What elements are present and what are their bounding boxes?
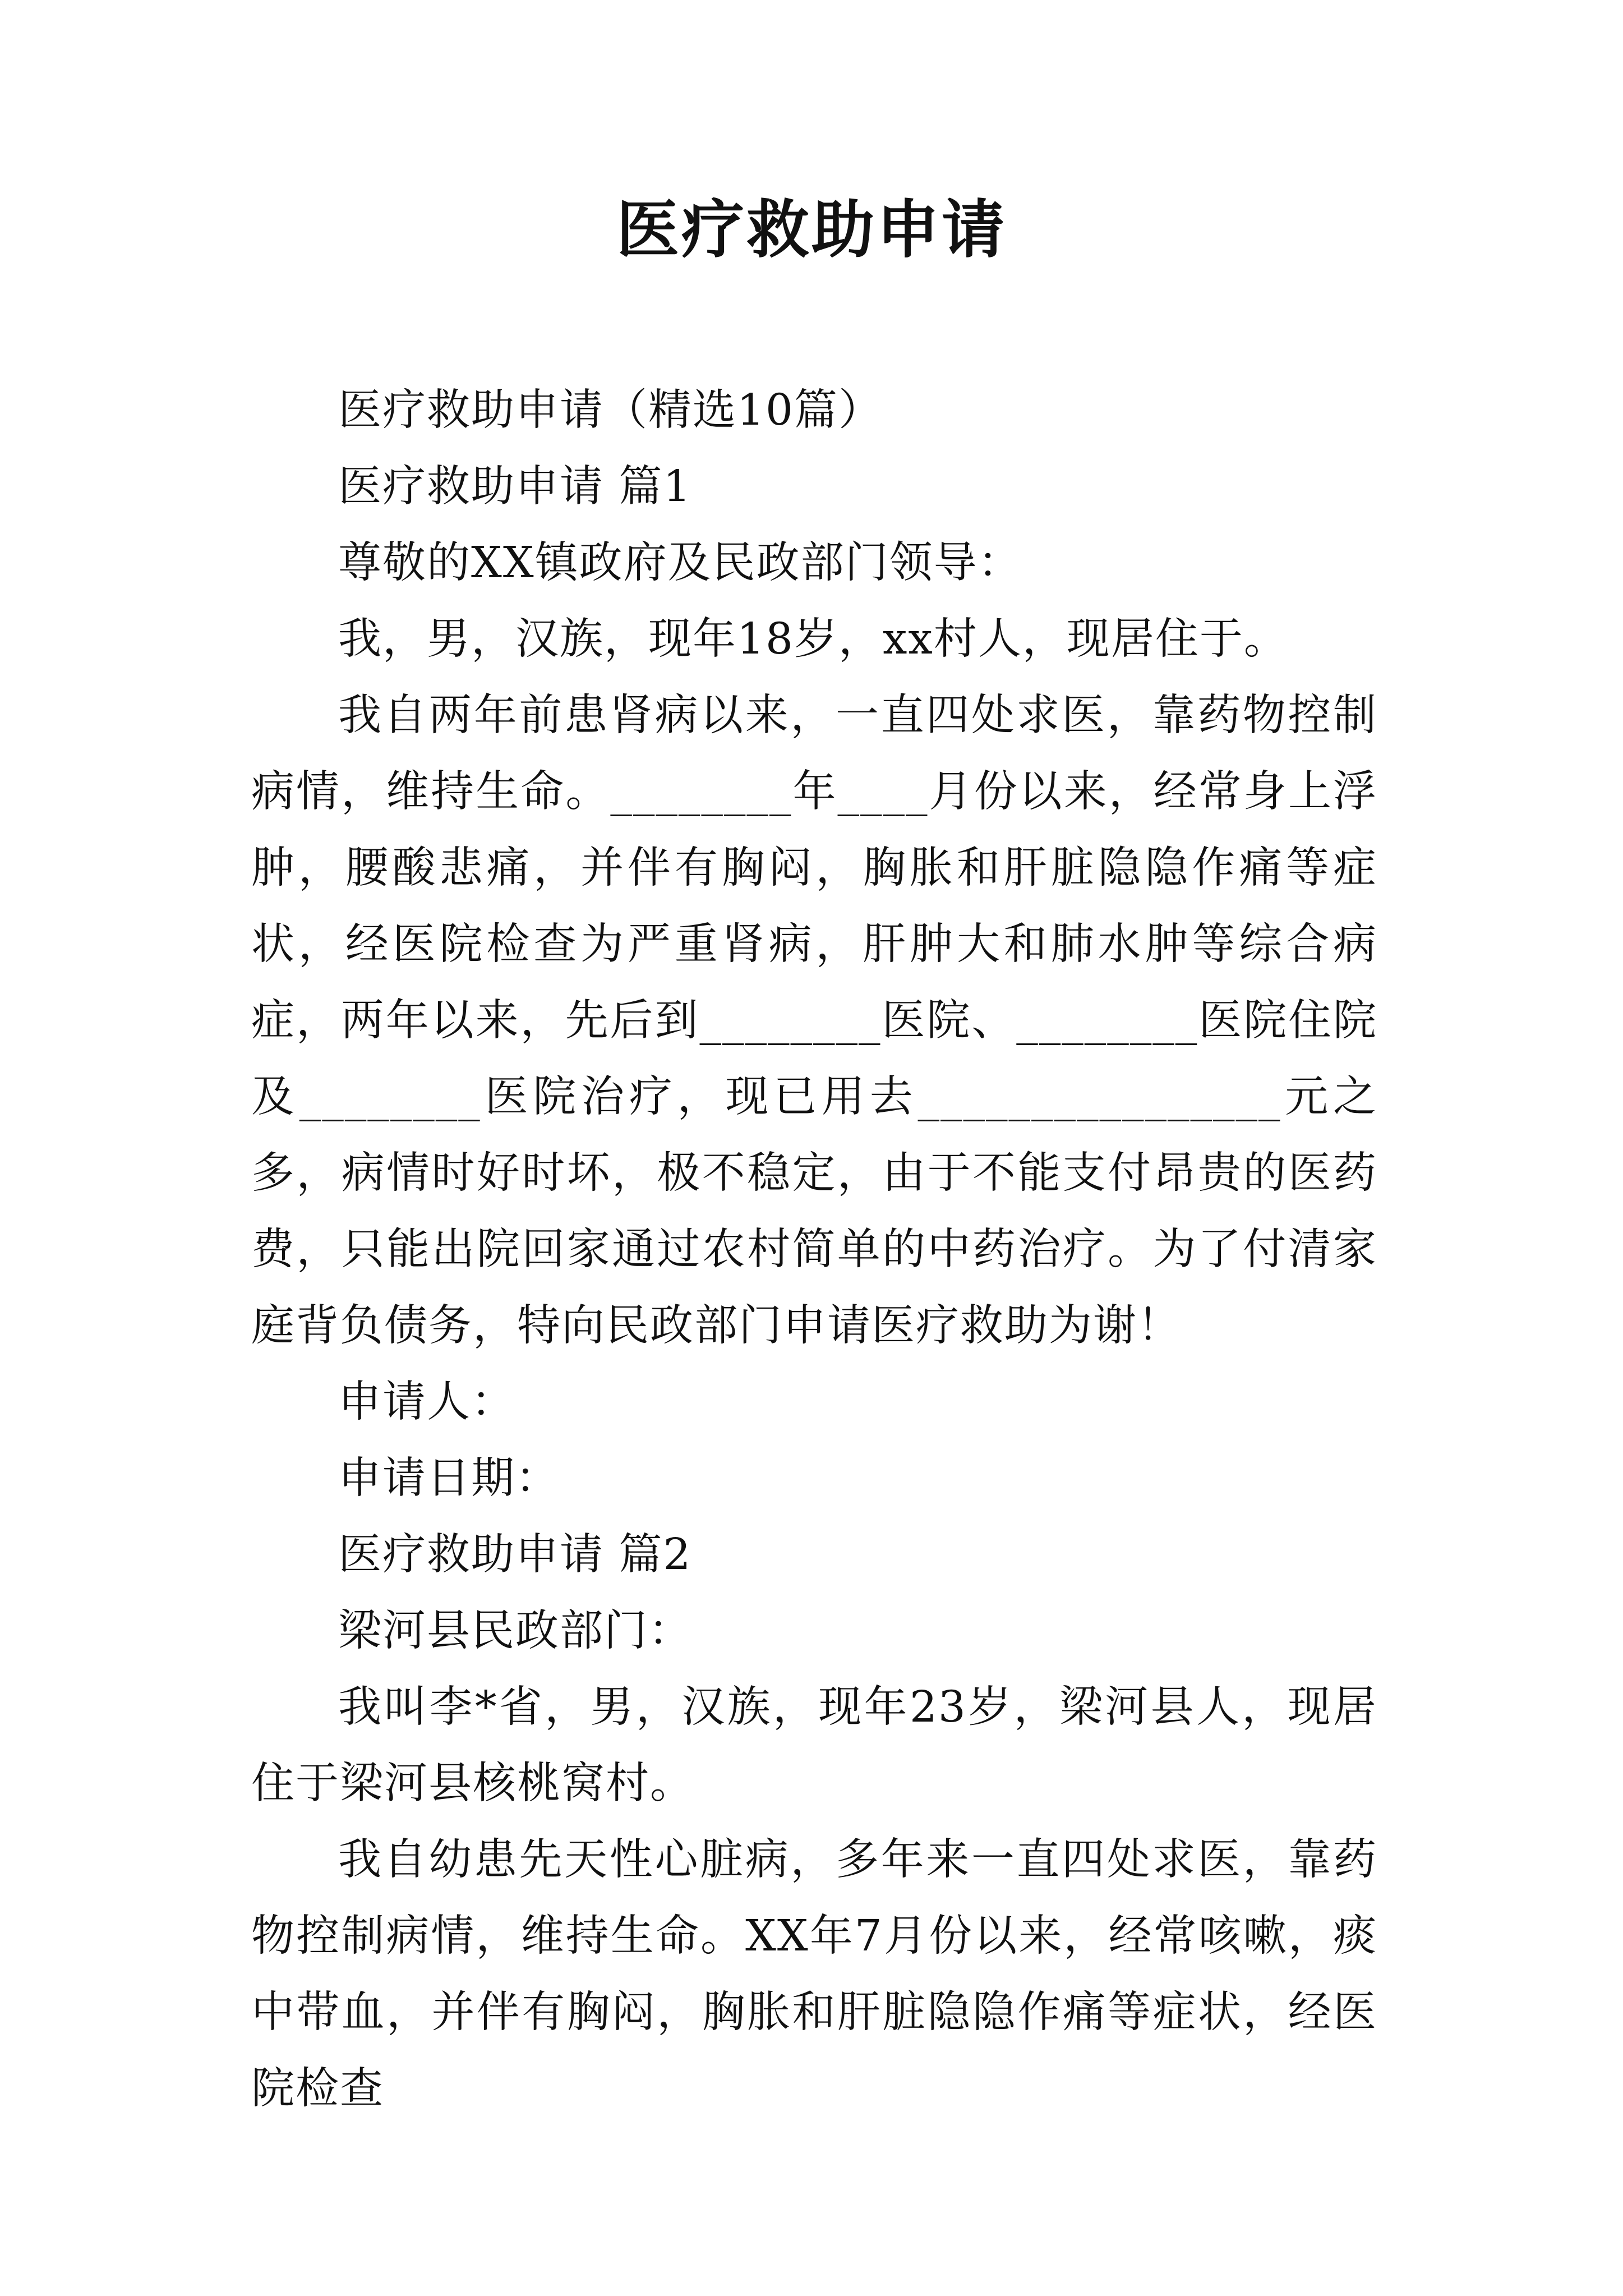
paragraph-salutation-2: 梁河县民政部门： bbox=[338, 1606, 693, 1656]
paragraph-date-line: 申请日期： bbox=[338, 1453, 560, 1503]
paragraph-salutation-1: 尊敬的XX镇政府及民政部门领导： bbox=[338, 538, 1022, 588]
paragraph-illness-description-2: 我自幼患先天性心脏病，多年来一直四处求医，靠药物控制病情，维持生命。XX年7月份以来，经常咳嗽，痰中带血，并伴有胸闷，胸胀和肝脏隐隐作痛等症状，经医院检查 bbox=[251, 1835, 1377, 2114]
document-body bbox=[251, 372, 1377, 2127]
paragraph-section-heading-1: 医疗救助申请 篇1 bbox=[338, 462, 692, 512]
paragraph-collection-title: 医疗救助申请（精选10篇） bbox=[338, 385, 883, 435]
paragraph-illness-description-1: 我自两年前患肾病以来，一直四处求医，靠药物控制病情，维持生命。________年____月份以来，经常身上浮肿，腰酸悲痛，并伴有胸闷，胸胀和肝脏隐隐作痛等症状，经医院检查为严重肾病，肝肿大和肺水肿等综合病症，两年以来，先后到________医院、________医院住院及________医院治疗，现已用去________________元之多，病情时好时坏，极不稳定，由于不能支付昂贵的医药费，只能出院回家通过农村简单的中药治疗。为了付清家庭背负债务，特向民政部门申请医疗救助为谢！ bbox=[251, 691, 1377, 1351]
paragraph-personal-info-2: 我叫李*省，男，汉族，现年23岁，梁河县人，现居住于梁河县核桃窝村。 bbox=[251, 1682, 1377, 1809]
document-title: 医疗救助申请 bbox=[616, 193, 1007, 266]
paragraph-personal-info-1: 我，男，汉族，现年18岁，xx村人，现居住于。 bbox=[338, 614, 1288, 664]
paragraph-applicant-line: 申请人： bbox=[338, 1377, 515, 1427]
paragraph-section-heading-2: 医疗救助申请 篇2 bbox=[338, 1530, 692, 1580]
